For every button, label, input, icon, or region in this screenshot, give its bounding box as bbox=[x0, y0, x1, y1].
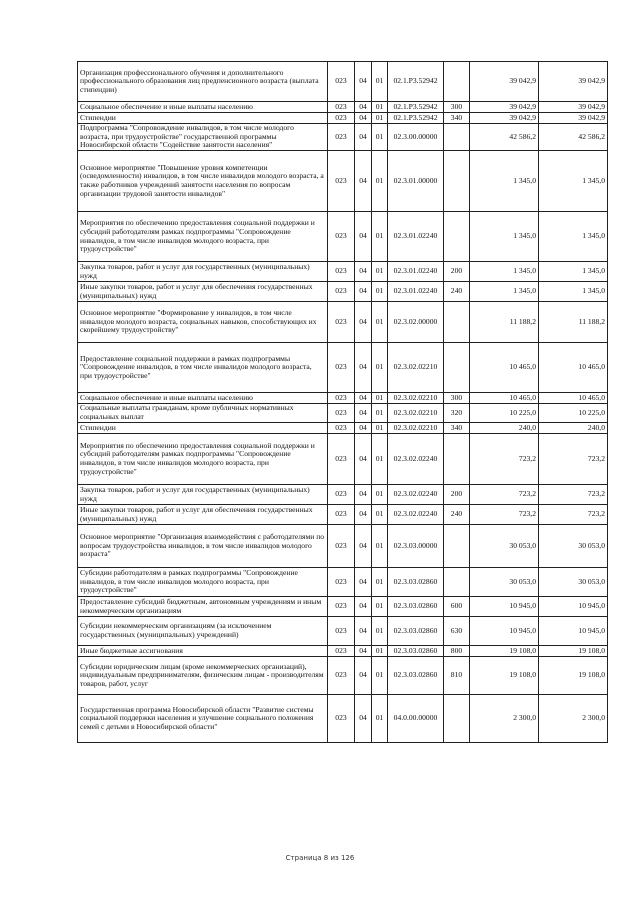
row-amount-1: 2 300,0 bbox=[470, 695, 539, 743]
table-row bbox=[78, 124, 608, 151]
row-expense-type: 200 bbox=[444, 485, 470, 505]
row-name: Иные закупки товаров, работ и услуг для обеспечения государственных (муниципальных) нужд bbox=[78, 282, 328, 302]
row-target-article: 02.3.03.02860 bbox=[388, 657, 444, 695]
row-amount-1: 39 042,9 bbox=[470, 62, 539, 102]
row-name: Субсидии работодателям в рамках подпрограммы "Сопровождение инвалидов, в том числе инвалидов молодого возраста, при трудоустройстве" bbox=[78, 568, 328, 597]
row-name: Иные бюджетные ассигнования bbox=[78, 646, 328, 657]
row-section-code: 04 bbox=[355, 393, 372, 404]
row-subsection-code: 01 bbox=[372, 262, 388, 282]
row-admin-code: 023 bbox=[328, 302, 355, 343]
row-section-code: 04 bbox=[355, 525, 372, 568]
table-row bbox=[78, 525, 608, 568]
table-row bbox=[78, 505, 608, 525]
row-expense-type: 320 bbox=[444, 404, 470, 423]
table-row bbox=[78, 646, 608, 657]
row-expense-type: 630 bbox=[444, 617, 470, 646]
row-subsection-code: 01 bbox=[372, 124, 388, 151]
row-amount-2: 1 345,0 bbox=[539, 151, 608, 212]
row-subsection-code: 01 bbox=[372, 62, 388, 102]
row-name: Мероприятия по обеспечению предоставления социальной поддержки и субсидий работодателям рамках подпрограммы "Сопровождение инвалидов, в том числе инвалидов молодого возраста, при трудоустройстве" bbox=[78, 212, 328, 262]
table-row bbox=[78, 423, 608, 434]
row-amount-2: 11 188,2 bbox=[539, 302, 608, 343]
row-subsection-code: 01 bbox=[372, 393, 388, 404]
row-expense-type bbox=[444, 62, 470, 102]
row-amount-2: 19 108,0 bbox=[539, 646, 608, 657]
row-amount-2: 19 108,0 bbox=[539, 657, 608, 695]
row-amount-1: 10 945,0 bbox=[470, 597, 539, 617]
row-section-code: 04 bbox=[355, 282, 372, 302]
row-name: Основное мероприятие "Формирование у инвалидов, в том числе инвалидов молодого возраста, социальных навыков, способствующих их скорейшему трудоустройству" bbox=[78, 302, 328, 343]
row-section-code: 04 bbox=[355, 695, 372, 743]
row-admin-code: 023 bbox=[328, 695, 355, 743]
row-amount-1: 10 465,0 bbox=[470, 393, 539, 404]
row-expense-type bbox=[444, 124, 470, 151]
table-row bbox=[78, 212, 608, 262]
row-subsection-code: 01 bbox=[372, 404, 388, 423]
row-section-code: 04 bbox=[355, 62, 372, 102]
table-row bbox=[78, 617, 608, 646]
row-amount-2: 10 945,0 bbox=[539, 617, 608, 646]
row-target-article: 02.3.01.00000 bbox=[388, 151, 444, 212]
row-admin-code: 023 bbox=[328, 262, 355, 282]
row-admin-code: 023 bbox=[328, 485, 355, 505]
row-target-article: 02.1.P3.52942 bbox=[388, 113, 444, 124]
row-name: Основное мероприятие "Организация взаимодействия с работодателями по вопросам трудоустройства инвалидов, в том числе инвалидов молодого возраста" bbox=[78, 525, 328, 568]
row-amount-2: 240,0 bbox=[539, 423, 608, 434]
table-row bbox=[78, 151, 608, 212]
row-target-article: 02.3.02.02210 bbox=[388, 404, 444, 423]
row-section-code: 04 bbox=[355, 657, 372, 695]
row-admin-code: 023 bbox=[328, 525, 355, 568]
row-name: Закупка товаров, работ и услуг для государственных (муниципальных) нужд bbox=[78, 262, 328, 282]
row-name: Государственная программа Новосибирской области "Развитие системы социальной поддержки населения и улучшение социального положения семей с детьми в Новосибирской области" bbox=[78, 695, 328, 743]
row-target-article: 02.3.01.02240 bbox=[388, 282, 444, 302]
row-admin-code: 023 bbox=[328, 434, 355, 485]
row-admin-code: 023 bbox=[328, 423, 355, 434]
table-row bbox=[78, 695, 608, 743]
row-section-code: 04 bbox=[355, 646, 372, 657]
row-amount-1: 11 188,2 bbox=[470, 302, 539, 343]
row-section-code: 04 bbox=[355, 102, 372, 113]
row-subsection-code: 01 bbox=[372, 695, 388, 743]
row-subsection-code: 01 bbox=[372, 617, 388, 646]
row-amount-2: 39 042,9 bbox=[539, 102, 608, 113]
table-row bbox=[78, 343, 608, 393]
row-amount-1: 1 345,0 bbox=[470, 151, 539, 212]
row-subsection-code: 01 bbox=[372, 505, 388, 525]
row-section-code: 04 bbox=[355, 343, 372, 393]
row-section-code: 04 bbox=[355, 434, 372, 485]
row-target-article: 02.3.02.02210 bbox=[388, 423, 444, 434]
row-subsection-code: 01 bbox=[372, 151, 388, 212]
row-expense-type: 810 bbox=[444, 657, 470, 695]
table-row bbox=[78, 485, 608, 505]
row-expense-type: 300 bbox=[444, 393, 470, 404]
row-admin-code: 023 bbox=[328, 393, 355, 404]
row-expense-type: 300 bbox=[444, 102, 470, 113]
row-amount-1: 1 345,0 bbox=[470, 282, 539, 302]
row-amount-2: 723,2 bbox=[539, 485, 608, 505]
row-subsection-code: 01 bbox=[372, 102, 388, 113]
row-amount-1: 19 108,0 bbox=[470, 646, 539, 657]
row-amount-1: 1 345,0 bbox=[470, 212, 539, 262]
row-name: Подпрограмма "Сопровождение инвалидов, в том числе молодого возраста, при трудоустройстве" государственной программы Новосибирской области "Содействие занятости населения" bbox=[78, 124, 328, 151]
row-amount-2: 10 465,0 bbox=[539, 393, 608, 404]
row-target-article: 02.3.03.02860 bbox=[388, 646, 444, 657]
row-admin-code: 023 bbox=[328, 343, 355, 393]
row-admin-code: 023 bbox=[328, 505, 355, 525]
row-admin-code: 023 bbox=[328, 113, 355, 124]
row-target-article: 02.3.02.02240 bbox=[388, 434, 444, 485]
page-number: Страница 8 из 126 bbox=[285, 854, 355, 862]
row-expense-type bbox=[444, 695, 470, 743]
row-subsection-code: 01 bbox=[372, 646, 388, 657]
table-row bbox=[78, 597, 608, 617]
row-section-code: 04 bbox=[355, 302, 372, 343]
row-amount-1: 39 042,9 bbox=[470, 102, 539, 113]
row-section-code: 04 bbox=[355, 113, 372, 124]
row-name: Стипендии bbox=[78, 113, 328, 124]
row-amount-2: 723,2 bbox=[539, 434, 608, 485]
table-row bbox=[78, 568, 608, 597]
row-admin-code: 023 bbox=[328, 151, 355, 212]
row-amount-1: 10 945,0 bbox=[470, 617, 539, 646]
row-admin-code: 023 bbox=[328, 657, 355, 695]
row-expense-type bbox=[444, 212, 470, 262]
row-amount-2: 39 042,9 bbox=[539, 113, 608, 124]
row-target-article: 02.3.03.02860 bbox=[388, 617, 444, 646]
row-expense-type bbox=[444, 434, 470, 485]
row-amount-2: 10 465,0 bbox=[539, 343, 608, 393]
row-admin-code: 023 bbox=[328, 568, 355, 597]
row-amount-2: 1 345,0 bbox=[539, 262, 608, 282]
row-amount-1: 10 465,0 bbox=[470, 343, 539, 393]
row-section-code: 04 bbox=[355, 423, 372, 434]
row-expense-type bbox=[444, 343, 470, 393]
row-amount-1: 723,2 bbox=[470, 505, 539, 525]
row-amount-2: 39 042,9 bbox=[539, 62, 608, 102]
row-target-article: 02.3.03.02860 bbox=[388, 568, 444, 597]
row-expense-type: 600 bbox=[444, 597, 470, 617]
row-target-article: 02.3.02.02240 bbox=[388, 505, 444, 525]
table-row bbox=[78, 282, 608, 302]
row-section-code: 04 bbox=[355, 124, 372, 151]
row-name: Мероприятия по обеспечению предоставления социальной поддержки и субсидий работодателям рамках подпрограммы "Сопровождение инвалидов, в том числе инвалидов молодого возраста, при трудоустройстве" bbox=[78, 434, 328, 485]
table-row bbox=[78, 262, 608, 282]
row-amount-2: 723,2 bbox=[539, 505, 608, 525]
row-expense-type bbox=[444, 302, 470, 343]
row-expense-type bbox=[444, 151, 470, 212]
table-row bbox=[78, 393, 608, 404]
row-section-code: 04 bbox=[355, 505, 372, 525]
row-section-code: 04 bbox=[355, 262, 372, 282]
row-amount-1: 1 345,0 bbox=[470, 262, 539, 282]
row-admin-code: 023 bbox=[328, 282, 355, 302]
row-amount-1: 30 053,0 bbox=[470, 525, 539, 568]
row-amount-2: 30 053,0 bbox=[539, 525, 608, 568]
row-target-article: 02.3.02.02240 bbox=[388, 485, 444, 505]
row-subsection-code: 01 bbox=[372, 568, 388, 597]
row-section-code: 04 bbox=[355, 568, 372, 597]
row-subsection-code: 01 bbox=[372, 657, 388, 695]
row-section-code: 04 bbox=[355, 151, 372, 212]
row-name: Предоставление социальной поддержки в рамках подпрограммы "Сопровождение инвалидов, в том числе инвалидов молодого возраста, при трудоустройстве" bbox=[78, 343, 328, 393]
row-target-article: 02.3.03.00000 bbox=[388, 525, 444, 568]
row-target-article: 02.3.02.00000 bbox=[388, 302, 444, 343]
row-expense-type: 340 bbox=[444, 113, 470, 124]
row-subsection-code: 01 bbox=[372, 525, 388, 568]
row-target-article: 04.0.00.00000 bbox=[388, 695, 444, 743]
row-target-article: 02.1.P3.52942 bbox=[388, 102, 444, 113]
row-section-code: 04 bbox=[355, 597, 372, 617]
row-target-article: 02.3.00.00000 bbox=[388, 124, 444, 151]
table-row bbox=[78, 113, 608, 124]
row-name: Социальные выплаты гражданам, кроме публичных нормативных социальных выплат bbox=[78, 404, 328, 423]
row-name: Иные закупки товаров, работ и услуг для обеспечения государственных (муниципальных) нужд bbox=[78, 505, 328, 525]
row-admin-code: 023 bbox=[328, 404, 355, 423]
row-name: Субсидии юридическим лицам (кроме некоммерческих организаций), индивидуальным предпринимателям, физическим лицам - производителям товаров, работ, услуг bbox=[78, 657, 328, 695]
row-amount-2: 1 345,0 bbox=[539, 212, 608, 262]
budget-table bbox=[77, 61, 608, 743]
row-amount-1: 723,2 bbox=[470, 434, 539, 485]
row-name: Основное мероприятие "Повышение уровня компетенции (осведомленности) инвалидов, в том числе инвалидов молодого возраста, а также работников учреждений занятости населения по вопросам организации трудовой занятости инвалидов" bbox=[78, 151, 328, 212]
row-admin-code: 023 bbox=[328, 617, 355, 646]
row-amount-2: 10 945,0 bbox=[539, 597, 608, 617]
row-admin-code: 023 bbox=[328, 597, 355, 617]
row-expense-type: 240 bbox=[444, 282, 470, 302]
row-expense-type: 200 bbox=[444, 262, 470, 282]
row-expense-type: 800 bbox=[444, 646, 470, 657]
row-admin-code: 023 bbox=[328, 62, 355, 102]
row-target-article: 02.1.P3.52942 bbox=[388, 62, 444, 102]
row-name: Организация профессионального обучения и дополнительного профессионального образования лиц предпенсионного возраста (выплата стипендии) bbox=[78, 62, 328, 102]
row-subsection-code: 01 bbox=[372, 113, 388, 124]
row-amount-2: 2 300,0 bbox=[539, 695, 608, 743]
row-target-article: 02.3.01.02240 bbox=[388, 212, 444, 262]
row-section-code: 04 bbox=[355, 212, 372, 262]
row-amount-1: 240,0 bbox=[470, 423, 539, 434]
row-name: Закупка товаров, работ и услуг для государственных (муниципальных) нужд bbox=[78, 485, 328, 505]
row-subsection-code: 01 bbox=[372, 485, 388, 505]
table-body bbox=[78, 62, 608, 743]
row-admin-code: 023 bbox=[328, 102, 355, 113]
row-section-code: 04 bbox=[355, 617, 372, 646]
row-expense-type: 340 bbox=[444, 423, 470, 434]
row-name: Социальное обеспечение и иные выплаты населению bbox=[78, 393, 328, 404]
row-expense-type bbox=[444, 568, 470, 597]
table-row bbox=[78, 434, 608, 485]
row-amount-2: 30 053,0 bbox=[539, 568, 608, 597]
table-row bbox=[78, 657, 608, 695]
row-admin-code: 023 bbox=[328, 646, 355, 657]
row-subsection-code: 01 bbox=[372, 434, 388, 485]
row-admin-code: 023 bbox=[328, 124, 355, 151]
row-target-article: 02.3.02.02210 bbox=[388, 393, 444, 404]
row-name: Стипендии bbox=[78, 423, 328, 434]
row-amount-1: 10 225,0 bbox=[470, 404, 539, 423]
row-section-code: 04 bbox=[355, 485, 372, 505]
row-name: Предоставление субсидий бюджетным, автономным учреждениям и иным некоммерческим организациям bbox=[78, 597, 328, 617]
row-amount-2: 1 345,0 bbox=[539, 282, 608, 302]
table-row bbox=[78, 302, 608, 343]
row-subsection-code: 01 bbox=[372, 343, 388, 393]
row-name: Социальное обеспечение и иные выплаты населению bbox=[78, 102, 328, 113]
row-amount-1: 42 586,2 bbox=[470, 124, 539, 151]
row-admin-code: 023 bbox=[328, 212, 355, 262]
row-subsection-code: 01 bbox=[372, 423, 388, 434]
row-subsection-code: 01 bbox=[372, 597, 388, 617]
row-name: Субсидии некоммерческим организациям (за исключением государственных (муниципальных) учреждений) bbox=[78, 617, 328, 646]
row-target-article: 02.3.01.02240 bbox=[388, 262, 444, 282]
row-expense-type bbox=[444, 525, 470, 568]
row-expense-type: 240 bbox=[444, 505, 470, 525]
row-amount-1: 30 053,0 bbox=[470, 568, 539, 597]
table-row bbox=[78, 404, 608, 423]
row-target-article: 02.3.03.02860 bbox=[388, 597, 444, 617]
row-subsection-code: 01 bbox=[372, 302, 388, 343]
row-amount-2: 42 586,2 bbox=[539, 124, 608, 151]
row-amount-1: 723,2 bbox=[470, 485, 539, 505]
table-row bbox=[78, 62, 608, 102]
row-amount-1: 19 108,0 bbox=[470, 657, 539, 695]
row-subsection-code: 01 bbox=[372, 282, 388, 302]
row-section-code: 04 bbox=[355, 404, 372, 423]
row-target-article: 02.3.02.02210 bbox=[388, 343, 444, 393]
row-amount-1: 39 042,9 bbox=[470, 113, 539, 124]
row-subsection-code: 01 bbox=[372, 212, 388, 262]
row-amount-2: 10 225,0 bbox=[539, 404, 608, 423]
table-row bbox=[78, 102, 608, 113]
